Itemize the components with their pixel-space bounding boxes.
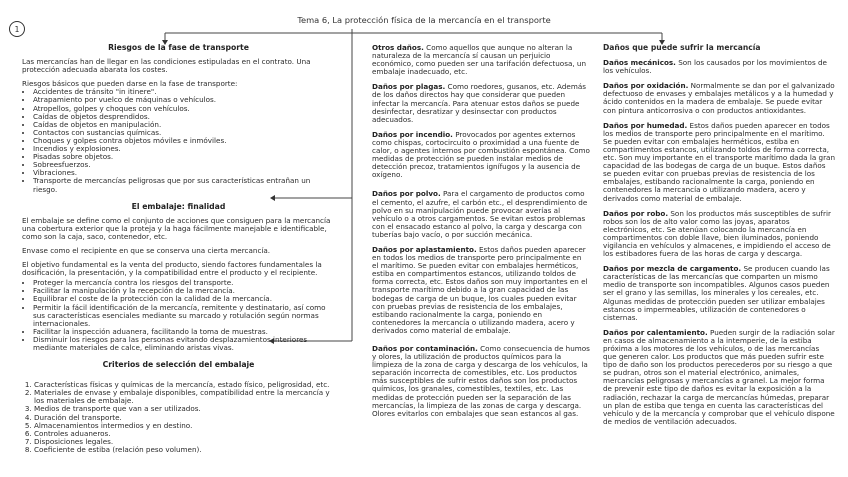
riesgos-heading: Riesgos de la fase de transporte <box>108 43 249 52</box>
damage-title: Daños por humedad. <box>603 120 688 130</box>
damage-block-polvo <box>372 190 590 239</box>
damage-block-contaminacion <box>372 345 590 418</box>
list-item: • Choques y golpes contra objetos móviles e inmóviles. <box>33 137 335 145</box>
page-title: Tema 6, La protección física de la mercancía en el transporte <box>297 15 551 25</box>
list-item: • Permitir la fácil identificación de la mercancía, remitente y destinatario, así como sus características esenciales mediante su marcado y rotulación según normas internacionales. <box>33 304 335 328</box>
damage-title: Otros daños. <box>372 43 424 52</box>
list-item: • Disminuir los riesgos para las personas evitando desplazamientos interiores mediante materiales de calce, eliminando aristas vivas. <box>33 336 335 352</box>
damage-block-aplastamiento <box>372 246 590 335</box>
damage-title: Daños por mezcla de cargamento. <box>603 264 742 274</box>
envase-definition: Envase como el recipiente en que se conserva una cierta mercancía. <box>22 245 271 255</box>
embalaje-definition: El embalaje se define como el conjunto de acciones que consiguen para la mercancía una cobertura exterior que la proteja y la haga fácilmente manejable e identificable, como son la caja, saco, contenedor, etc. <box>22 215 331 241</box>
embalaje-heading: El embalaje: finalidad <box>131 201 226 211</box>
riesgos-intro: Las mercancías han de llegar en las condiciones estipuladas en el contrato. Una protección adecuada abarata los costes. <box>22 57 311 75</box>
damage-title: Daños por oxidación. <box>603 81 689 91</box>
damage-title: Daños mecánicos. <box>603 58 676 68</box>
damage-block-calentamiento <box>603 329 835 426</box>
damage-block-oxidacion <box>603 82 835 114</box>
damage-text: Son los productos más susceptibles de sufrir robos son los de alto valor como las joyas, aparatos electrónicos, etc. Se atenúan colocando la mercancía en compartimentos con doble llave, bien iluminados, poniendo vigilancia en vehículos y almacenes, e impidiendo el acceso de los estibadores fuera de las horas de carga y descarga. <box>603 208 831 259</box>
damage-text: Normalmente se dan por el galvanizado defectuoso de envases y embalajes metálicos y a la humedad y ácido contenidos en la madera de embalaje. Se puede evitar con pintura anticorrosiva o con productos antioxidantes. <box>603 81 835 115</box>
damage-title: Daños por plagas. <box>372 82 446 92</box>
list-item: • Atrapamiento por vuelco de máquinas o vehículos. <box>33 96 335 104</box>
damage-text: Para el cargamento de productos como el cemento, el azufre, el carbón etc., el desprendimiento de polvo en su manipulación puede provocar averías al vehículo o a otros cargamentos. Se evitan estos problemas con el ensacado estanco al polvo, la carga y descarga con tuberías bajo vacío, o por succión mecánica. <box>372 189 588 239</box>
danos-heading: Daños que puede sufrir la mercancía <box>603 43 761 52</box>
damage-text: Se producen cuando las características de las mercancías que comparten un mismo medio de transporte son incompatibles. Algunos casos pueden ser el grano y las semillas, los minerales y los cereales, etc. Algunas medidas de protección pueden ser utilizar embalajes estancos o impermeables, utilización de contenedores o cisternas. <box>603 264 830 322</box>
damage-block-robo <box>603 210 835 259</box>
list-item: • Proteger la mercancía contra los riesgos del transporte. <box>33 279 335 287</box>
list-item: • Vibraciones. <box>33 169 335 177</box>
middle-column <box>372 44 590 425</box>
list-item: • Caídas de objetos en manipulación. <box>33 121 335 129</box>
damage-text: Estos daños pueden aparecer en todos los medios de transporte pero principalmente en el marítimo. Se pueden evitar con embalajes herméticos, estiba en compartimentos estancos, utilizando toldos de forma correcta, etc. Son muy importante en el transporte marítimo dada la gran capacidad de las bodegas de carga de un buque. Estos daños se pueden evitar con pruebas previas de resistencia de los embalajes, estibando racionalmente la carga, poniendo en contenedores la mercancía o utilizando madera, acero y derivados como material de embalaje. <box>603 120 835 203</box>
damage-block-otros <box>372 44 590 76</box>
list-item: 3. Medios de transporte que van a ser utilizados. <box>34 405 335 413</box>
list-item: 4. Duración del transporte. <box>34 414 335 422</box>
damage-block-humedad <box>603 122 835 203</box>
damage-title: Daños por robo. <box>603 208 669 218</box>
damage-block-mezcla <box>603 265 835 322</box>
damage-title: Daños por aplastamiento. <box>372 244 477 254</box>
list-item: 7. Disposiciones legales. <box>34 438 335 446</box>
list-item: • Transporte de mercancías peligrosas que por sus características entrañan un riesgo. <box>33 177 335 193</box>
damage-block-plagas <box>372 83 590 123</box>
page-number-badge: 1 <box>9 21 25 37</box>
embalaje-objective: El objetivo fundamental es la venta del producto, siendo factores fundamentales la dosificación, la presentación, y la compatibilidad entre el producto y el recipiente. <box>22 260 322 278</box>
list-item: • Incendios y explosiones. <box>33 145 335 153</box>
damage-block-incendio <box>372 131 590 180</box>
damage-title: Daños por calentamiento. <box>603 327 708 337</box>
criterios-heading: Criterios de selección del embalaje <box>102 360 255 370</box>
damage-text: Provocados por agentes externos como chispas, cortocircuito o proximidad a una fuente de calor, o agentes internos por combustión espontánea. Como medidas de protección se pueden instalar medios de detección precoz, tratamientos ignífugos y la ausencia de oxígeno. <box>372 129 590 180</box>
damage-text: Como roedores, gusanos, etc. Además de los daños directos hay que considerar que pueden infectar la mercancía. Para atenuar estos daños se puede desinfectar, desratizar y desinsectar con productos adecuados. <box>372 82 586 124</box>
riesgos-list-title: Riesgos básicos que pueden darse en la fase de transporte: <box>22 79 238 89</box>
right-column <box>603 44 835 433</box>
list-item: • Facilitar la manipulación y la recepción de la mercancía. <box>33 287 335 295</box>
list-item: • Contactos con sustancias químicas. <box>33 129 335 137</box>
list-item: • Caídas de objetos desprendidos. <box>33 113 335 121</box>
embalaje-list <box>22 279 335 352</box>
damage-block-mecanicos <box>603 59 835 75</box>
damage-text: Como consecuencia de humos y olores, la utilización de productos químicos para la limpieza de la zona de carga y descarga de los vehículos, la separación incorrecta de comestibles, etc. Los productos más susceptibles de sufrir estos daños son los productos químicos, los granales, comestibles, textiles, etc. Las medidas de protección pueden ser la separación de las mercancías, la limpieza de las zonas de carga y descarga. Olores evitarlos con embalajes que sean estancos al gas. <box>372 344 590 418</box>
list-item: • Accidentes de tránsito "in itinere". <box>33 88 335 96</box>
list-item: 1. Características físicas y químicas de la mercancía, estado físico, peligrosidad, etc. <box>34 381 335 389</box>
riesgos-list <box>22 88 335 193</box>
left-column <box>22 44 335 454</box>
damage-title: Daños por incendio. <box>372 129 453 139</box>
damage-text: Pueden surgir de la radiación solar en casos de almacenamiento a la intemperie, de la estiba próxima a los motores de los vehículos, o de las mercancías que generen calor. Los productos que más pueden sufrir este tipo de daño son los productos perecederos por su riesgo a que se pudran, otros son el material electrónico, animales, mercancías peligrosas y mercancías a granel. La mejor forma de prevenir este tipo de daños es evitar la exposición a la radiación, rechazar la carga de mercancías húmedas, preparar un plan de estiba que tenga en cuenta las características del vehículo y de la mercancía y comprobar que el vehículo dispone de medios de ventilación adecuados. <box>603 327 835 426</box>
list-item: 8. Coeficiente de estiba (relación peso volumen). <box>34 446 335 454</box>
damage-text: Como aquellos que aunque no alteran la naturaleza de la mercancía sí causan un perjuicio económico, como pueden ser una tarifación defectuosa, un embalaje inadecuado, etc. <box>372 43 587 77</box>
list-item: • Pisadas sobre objetos. <box>33 153 335 161</box>
damage-title: Daños por polvo. <box>372 189 441 199</box>
list-item: • Equilibrar el coste de la protección con la calidad de la mercancía. <box>33 295 335 303</box>
damage-text: Estos daños pueden aparecer en todos los medios de transporte pero principalmente en el marítimo. Se pueden evitar con embalajes herméticos, estiba en compartimentos estancos, utilizando toldos de forma correcta, etc. Estos daños son muy importantes en el transporte marítimo debido a la gran capacidad de las bodegas de carga de un buque, los cuales pueden evitar con pruebas previas de resistencia de los embalajes, estibando racionalmente la carga, poniendo en contenedores la mercancía o utilizando madera, acero y derivados como material de embalaje. <box>372 244 588 335</box>
damage-text: Son los causados por los movimientos de los vehículos. <box>603 58 827 76</box>
list-item: • Sobreesfuerzos. <box>33 161 335 169</box>
list-item: 5. Almacenamientos intermedios y en destino. <box>34 422 335 430</box>
list-item: 2. Materiales de envase y embalaje disponibles, compatibilidad entre la mercancía y los materiales de embalaje. <box>34 389 335 405</box>
list-item: 6. Controles aduaneros. <box>34 430 335 438</box>
criterios-list <box>22 381 335 454</box>
damage-title: Daños por contaminación. <box>372 344 478 353</box>
list-item: • Facilitar la inspección aduanera, facilitando la toma de muestras. <box>33 328 335 336</box>
list-item: • Atropellos, golpes y choques con vehículos. <box>33 105 335 113</box>
